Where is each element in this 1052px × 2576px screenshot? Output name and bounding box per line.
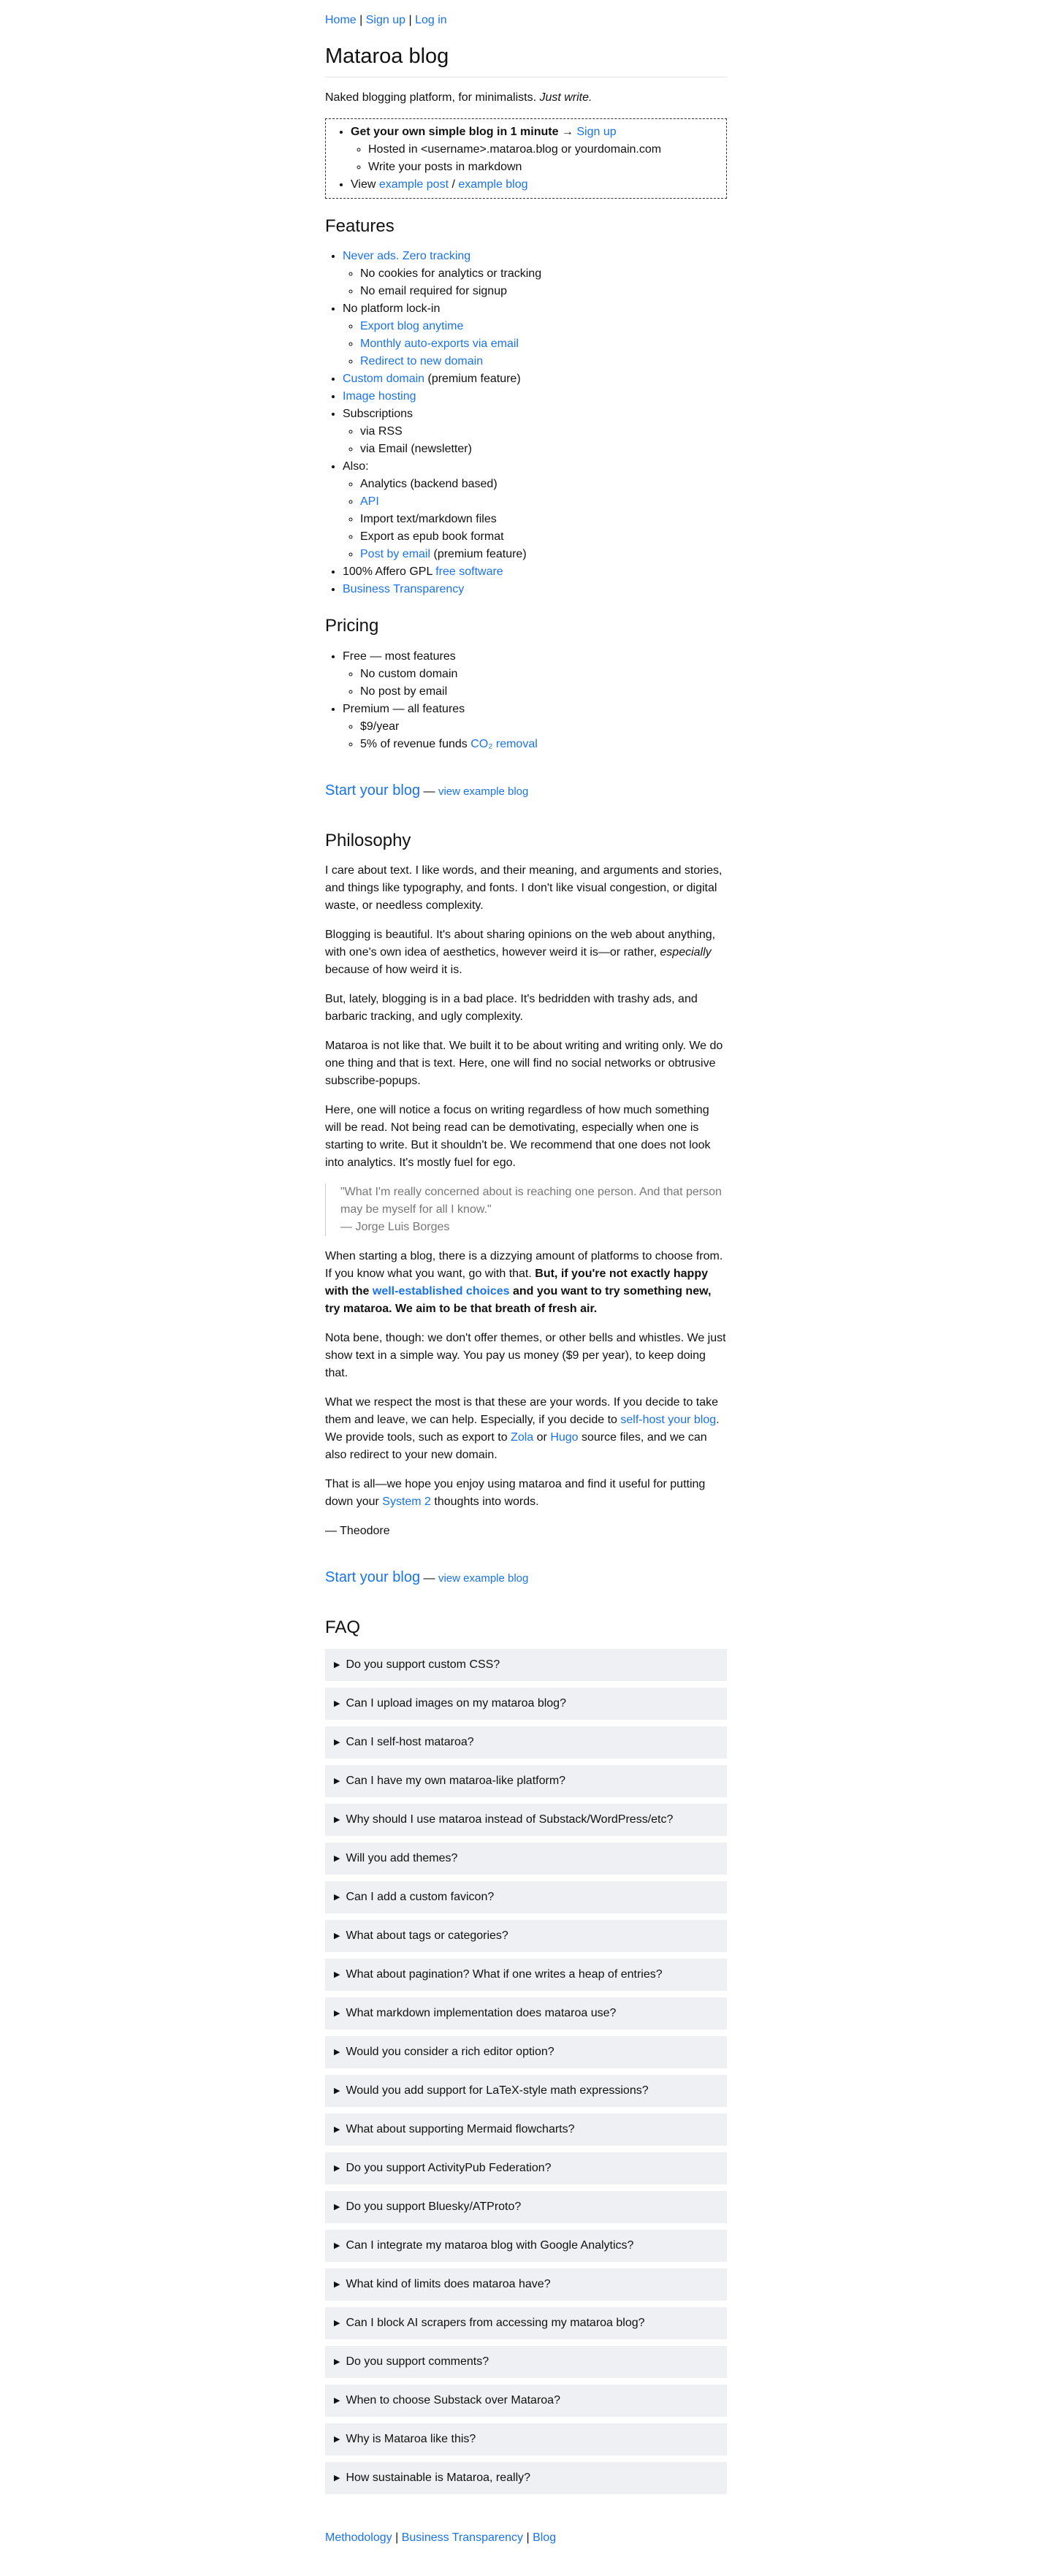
custom-domain-link[interactable]: Custom domain (343, 373, 425, 386)
list-item (343, 563, 727, 581)
philosophy-heading: Philosophy (325, 830, 411, 850)
faq-question: Do you support custom CSS? (346, 1658, 500, 1671)
subscriptions-label: Subscriptions (343, 408, 413, 421)
tagline-emphasis: Just write. (539, 91, 592, 104)
faq-question: Why should I use mataroa instead of Substack/WordPress/etc? (346, 1813, 674, 1826)
footer-separator: | (526, 2531, 530, 2544)
view-prefix: View (351, 178, 379, 191)
faq-item[interactable] (325, 2268, 727, 2301)
sublist (343, 476, 727, 563)
text: When starting a blog, there is a dizzying amount of platforms to choose from. If you know what you want, go with that. (325, 1249, 723, 1280)
text: thoughts into words. (430, 1495, 539, 1508)
tagline (325, 89, 727, 107)
disclosure-triangle-icon: ▶ (334, 2473, 340, 2482)
faq-list (325, 1649, 727, 2494)
disclosure-triangle-icon: ▶ (334, 2318, 340, 2328)
faq-question: What about tags or categories? (346, 1929, 508, 1942)
page-title: Mataroa blog (325, 42, 727, 77)
start-blog-link[interactable]: Start your blog (325, 782, 421, 799)
quote-author: — Jorge Luis Borges (340, 1220, 450, 1233)
faq-question: Can I block AI scrapers from accessing my mataroa blog? (346, 2316, 645, 2329)
footer-blog-link[interactable]: Blog (533, 2531, 557, 2544)
cta-dash: — (420, 1571, 438, 1585)
disclosure-triangle-icon: ▶ (334, 2357, 340, 2366)
list-item: ◦ Analytics (backend based) (360, 476, 727, 493)
disclosure-triangle-icon: ▶ (334, 2008, 340, 2018)
sublist (343, 718, 727, 753)
list-item: ◦ Import text/markdown files (360, 511, 727, 528)
agpl-label: 100% Affero GPL (343, 565, 436, 579)
disclosure-triangle-icon: ▶ (334, 2047, 340, 2057)
nav-login-link[interactable]: Log in (415, 14, 447, 26)
slash-separator: / (449, 178, 459, 191)
disclosure-triangle-icon: ▶ (334, 1931, 340, 1940)
disclosure-triangle-icon: ▶ (334, 2202, 340, 2211)
philosophy-paragraph (325, 926, 727, 979)
faq-item[interactable] (325, 2307, 727, 2339)
faq-item[interactable] (325, 2036, 727, 2068)
signup-box (325, 118, 727, 199)
list-item: ◦ No post by email (360, 683, 727, 701)
faq-question: How sustainable is Mataroa, really? (346, 2471, 531, 2484)
disclosure-triangle-icon: ▶ (334, 1970, 340, 1979)
disclosure-triangle-icon: ▶ (334, 1853, 340, 1863)
philosophy-paragraph (325, 1394, 727, 1464)
co2-removal-link[interactable]: CO₂ removal (470, 737, 538, 750)
system-2-link[interactable]: System 2 (382, 1495, 431, 1508)
start-blog-link[interactable]: Start your blog (325, 1569, 421, 1585)
faq-item[interactable] (325, 2423, 727, 2455)
free-plan-label: Free — most features (343, 649, 456, 663)
list-item: ◦ No email required for signup (360, 283, 727, 300)
text: and you want to try something new, try mataroa. We aim to be that breath of fresh air. (325, 1284, 712, 1315)
signup-box-sublist (351, 141, 719, 176)
philosophy-paragraph: I care about text. I like words, and their meaning, and arguments and stories, and things like typography, and fonts. I don't like visual congestion, or digital waste, or needless complexity. (325, 864, 723, 912)
example-post-link[interactable]: example post (378, 178, 449, 191)
view-examples-item (351, 176, 719, 194)
self-host-link[interactable]: self-host your blog (620, 1413, 717, 1426)
faq-item[interactable] (325, 1688, 727, 1720)
faq-item[interactable] (325, 2191, 727, 2223)
philosophy-paragraph: But, lately, blogging is in a bad place. It's bedridden with trashy ads, and barbaric tracking, and ugly complexity. (325, 992, 698, 1023)
list-item (343, 248, 727, 300)
footer-separator: | (395, 2531, 399, 2544)
faq-item[interactable] (325, 2114, 727, 2146)
disclosure-triangle-icon: ▶ (334, 2396, 340, 2405)
list-item (360, 318, 727, 335)
nav-signup-link[interactable]: Sign up (365, 14, 406, 26)
list-item: ◦ $9/year (360, 718, 727, 736)
faq-question: Why is Mataroa like this? (346, 2432, 476, 2445)
box-signup-link[interactable]: Sign up (576, 126, 617, 139)
signup-box-list (333, 123, 719, 194)
disclosure-triangle-icon: ▶ (334, 1815, 340, 1824)
faq-question: Will you add themes? (346, 1851, 458, 1864)
faq-item[interactable] (325, 2230, 727, 2262)
faq-question: What kind of limits does mataroa have? (346, 2277, 551, 2290)
top-nav (325, 12, 727, 29)
faq-item[interactable] (325, 1804, 727, 1836)
sublist (343, 423, 727, 458)
footer-business-link[interactable]: Business Transparency (401, 2531, 523, 2544)
borges-quote (325, 1184, 727, 1236)
philosophy-paragraph: Nota bene, though: we don't offer themes, or other bells and whistles. We just show text in a simple way. You pay us money ($9 per year), to keep doing that. (325, 1331, 726, 1379)
view-example-blog-link[interactable]: view example blog (438, 1571, 529, 1585)
faq-question: Can I upload images on my mataroa blog? (346, 1696, 566, 1710)
disclosure-triangle-icon: ▶ (334, 2086, 340, 2095)
faq-item[interactable] (325, 1726, 727, 1758)
text: because of how weird it is. (325, 963, 462, 976)
text: or (533, 1430, 551, 1444)
well-established-choices-link[interactable]: well-established choices (372, 1284, 510, 1297)
nav-separator: | (359, 14, 363, 26)
disclosure-triangle-icon: ▶ (334, 1892, 340, 1902)
faq-question: When to choose Substack over Mataroa? (346, 2393, 560, 2407)
hugo-link[interactable]: Hugo (550, 1430, 579, 1444)
list-item (343, 581, 727, 598)
disclosure-triangle-icon: ▶ (334, 2279, 340, 2289)
list-item: ◦ Hosted in <username>.mataroa.blog or yourdomain.com (368, 141, 719, 159)
faq-question: What markdown implementation does mataroa use? (346, 2006, 617, 2019)
list-item (343, 458, 727, 563)
faq-question: Do you support ActivityPub Federation? (346, 2161, 552, 2174)
features-heading: Features (325, 216, 394, 237)
faq-question: What about supporting Mermaid flowcharts? (346, 2122, 575, 2135)
zola-link[interactable]: Zola (511, 1430, 534, 1444)
never-ads-link[interactable]: Never ads. Zero tracking (343, 250, 471, 263)
sublist (343, 265, 727, 300)
list-item (360, 335, 727, 353)
faq-item[interactable] (325, 2385, 727, 2417)
premium-plan-label: Premium — all features (343, 702, 465, 715)
list-item: ◦ Write your posts in markdown (368, 159, 719, 176)
signup-box-headline: Get your own simple blog in 1 minute (351, 126, 559, 139)
text: What we respect the most is that these are your words. If you decide to take them and leave, we can help. Especially, if you decide to (325, 1395, 719, 1426)
faq-question: Can I add a custom favicon? (346, 1890, 495, 1903)
signup-box-headline-item (351, 123, 719, 176)
faq-item[interactable] (325, 1843, 727, 1875)
disclosure-triangle-icon: ▶ (334, 2125, 340, 2134)
also-label: Also: (343, 460, 369, 473)
list-item (343, 701, 727, 753)
faq-question: Do you support comments? (346, 2355, 489, 2368)
faq-item[interactable] (325, 2462, 727, 2494)
faq-question: What about pagination? What if one writes a heap of entries? (346, 1967, 663, 1981)
emphasis: especially (660, 945, 712, 959)
list-item: ◦ Export as epub book format (360, 528, 727, 546)
tagline-text: Naked blogging platform, for minimalists. (325, 91, 540, 104)
view-example-blog-link[interactable]: view example blog (438, 785, 529, 798)
auto-exports-link[interactable]: Monthly auto-exports via email (360, 338, 519, 351)
footer-methodology-link[interactable]: Methodology (325, 2531, 392, 2544)
redirect-domain-link[interactable]: Redirect to new domain (360, 355, 484, 368)
nav-separator: | (408, 14, 412, 26)
philosophy-paragraph: Here, one will notice a focus on writing regardless of how much something will be read. Not being read can be demotivating, especially when one is starting to write. But it shouldn't be. We recommend that one does not look into analytics. It's mostly fuel for ego. (325, 1103, 711, 1169)
page (325, 0, 727, 2576)
disclosure-triangle-icon: ▶ (334, 1699, 340, 1708)
faq-heading: FAQ (325, 1617, 361, 1637)
disclosure-triangle-icon: ▶ (334, 1737, 340, 1747)
image-hosting-link[interactable]: Image hosting (343, 390, 416, 403)
disclosure-triangle-icon: ▶ (334, 2434, 340, 2444)
cta-dash: — (420, 785, 438, 798)
faq-question: Would you consider a rich editor option? (346, 2045, 554, 2058)
faq-item[interactable] (325, 1920, 727, 1952)
text: source files, and we can also redirect to your new domain. (325, 1430, 707, 1461)
disclosure-triangle-icon: ▶ (334, 1660, 340, 1669)
disclosure-triangle-icon: ▶ (334, 1776, 340, 1786)
list-item (360, 493, 727, 511)
revenue-text: 5% of revenue funds (360, 737, 471, 750)
faq-item[interactable] (325, 2152, 727, 2184)
faq-question: Can I have my own mataroa-like platform? (346, 1774, 566, 1787)
example-blog-link[interactable]: example blog (458, 178, 528, 191)
faq-item[interactable] (325, 1997, 727, 2030)
footer (325, 2529, 727, 2547)
list-item (360, 736, 727, 753)
list-item (360, 546, 727, 563)
premium-note: (premium feature) (430, 548, 527, 561)
list-item (360, 353, 727, 370)
text: But, if you're not exactly happy with the (325, 1267, 708, 1297)
faq-item[interactable] (325, 2346, 727, 2378)
business-transparency-link[interactable]: Business Transparency (343, 583, 465, 596)
quote-text: "What I'm really concerned about is reaching one person. And that person may be myself for all I know." (340, 1185, 722, 1216)
arrow-icon: → (561, 126, 573, 139)
sublist (343, 318, 727, 370)
faq-item[interactable] (325, 1649, 727, 1681)
text: That is all—we hope you enjoy using mataroa and find it useful for putting down your (325, 1477, 706, 1508)
premium-note: (premium feature) (424, 373, 521, 386)
disclosure-triangle-icon: ▶ (334, 2163, 340, 2173)
philosophy-paragraph: Mataroa is not like that. We built it to be about writing and writing only. We do one thing and that is text. Here, one will find no social networks or obtrusive subscribe-popups. (325, 1039, 723, 1087)
export-blog-link[interactable]: Export blog anytime (360, 320, 464, 333)
faq-question: Would you add support for LaTeX-style math expressions? (346, 2084, 649, 2097)
signature: — Theodore (325, 1524, 390, 1537)
list-item: ◦ via Email (newsletter) (360, 441, 727, 458)
faq-question: Can I integrate my mataroa blog with Google Analytics? (346, 2238, 634, 2252)
list-item (343, 370, 727, 388)
list-item (343, 388, 727, 405)
list-item: ◦ No cookies for analytics or tracking (360, 265, 727, 283)
call-to-action (325, 1566, 727, 1588)
philosophy-paragraph (325, 1476, 727, 1511)
list-item (343, 405, 727, 458)
pricing-list (325, 648, 727, 753)
call-to-action (325, 780, 727, 801)
sublist (343, 666, 727, 701)
faq-question: Do you support Bluesky/ATProto? (346, 2200, 522, 2213)
post-by-email-link[interactable]: Post by email (360, 548, 431, 561)
pricing-heading: Pricing (325, 616, 379, 636)
list-item: ◦ via RSS (360, 423, 727, 441)
faq-item[interactable] (325, 2075, 727, 2107)
features-list (325, 248, 727, 598)
free-software-link[interactable]: free software (435, 565, 503, 579)
list-item (343, 300, 727, 370)
list-item: ◦ No custom domain (360, 666, 727, 683)
disclosure-triangle-icon: ▶ (334, 2241, 340, 2250)
faq-item[interactable] (325, 1881, 727, 1913)
api-link[interactable]: API (360, 495, 379, 508)
nav-home-link[interactable]: Home (325, 14, 357, 26)
list-item (343, 648, 727, 701)
text: Blogging is beautiful. It's about sharing opinions on the web about anything, with one's own idea of aesthetics, however weird it is—or rather, (325, 928, 716, 959)
lockin-label: No platform lock-in (343, 302, 441, 316)
philosophy-paragraph (325, 1248, 727, 1318)
faq-item[interactable] (325, 1959, 727, 1991)
faq-item[interactable] (325, 1765, 727, 1797)
text: . We provide tools, such as export to (325, 1413, 720, 1444)
faq-question: Can I self-host mataroa? (346, 1735, 474, 1748)
